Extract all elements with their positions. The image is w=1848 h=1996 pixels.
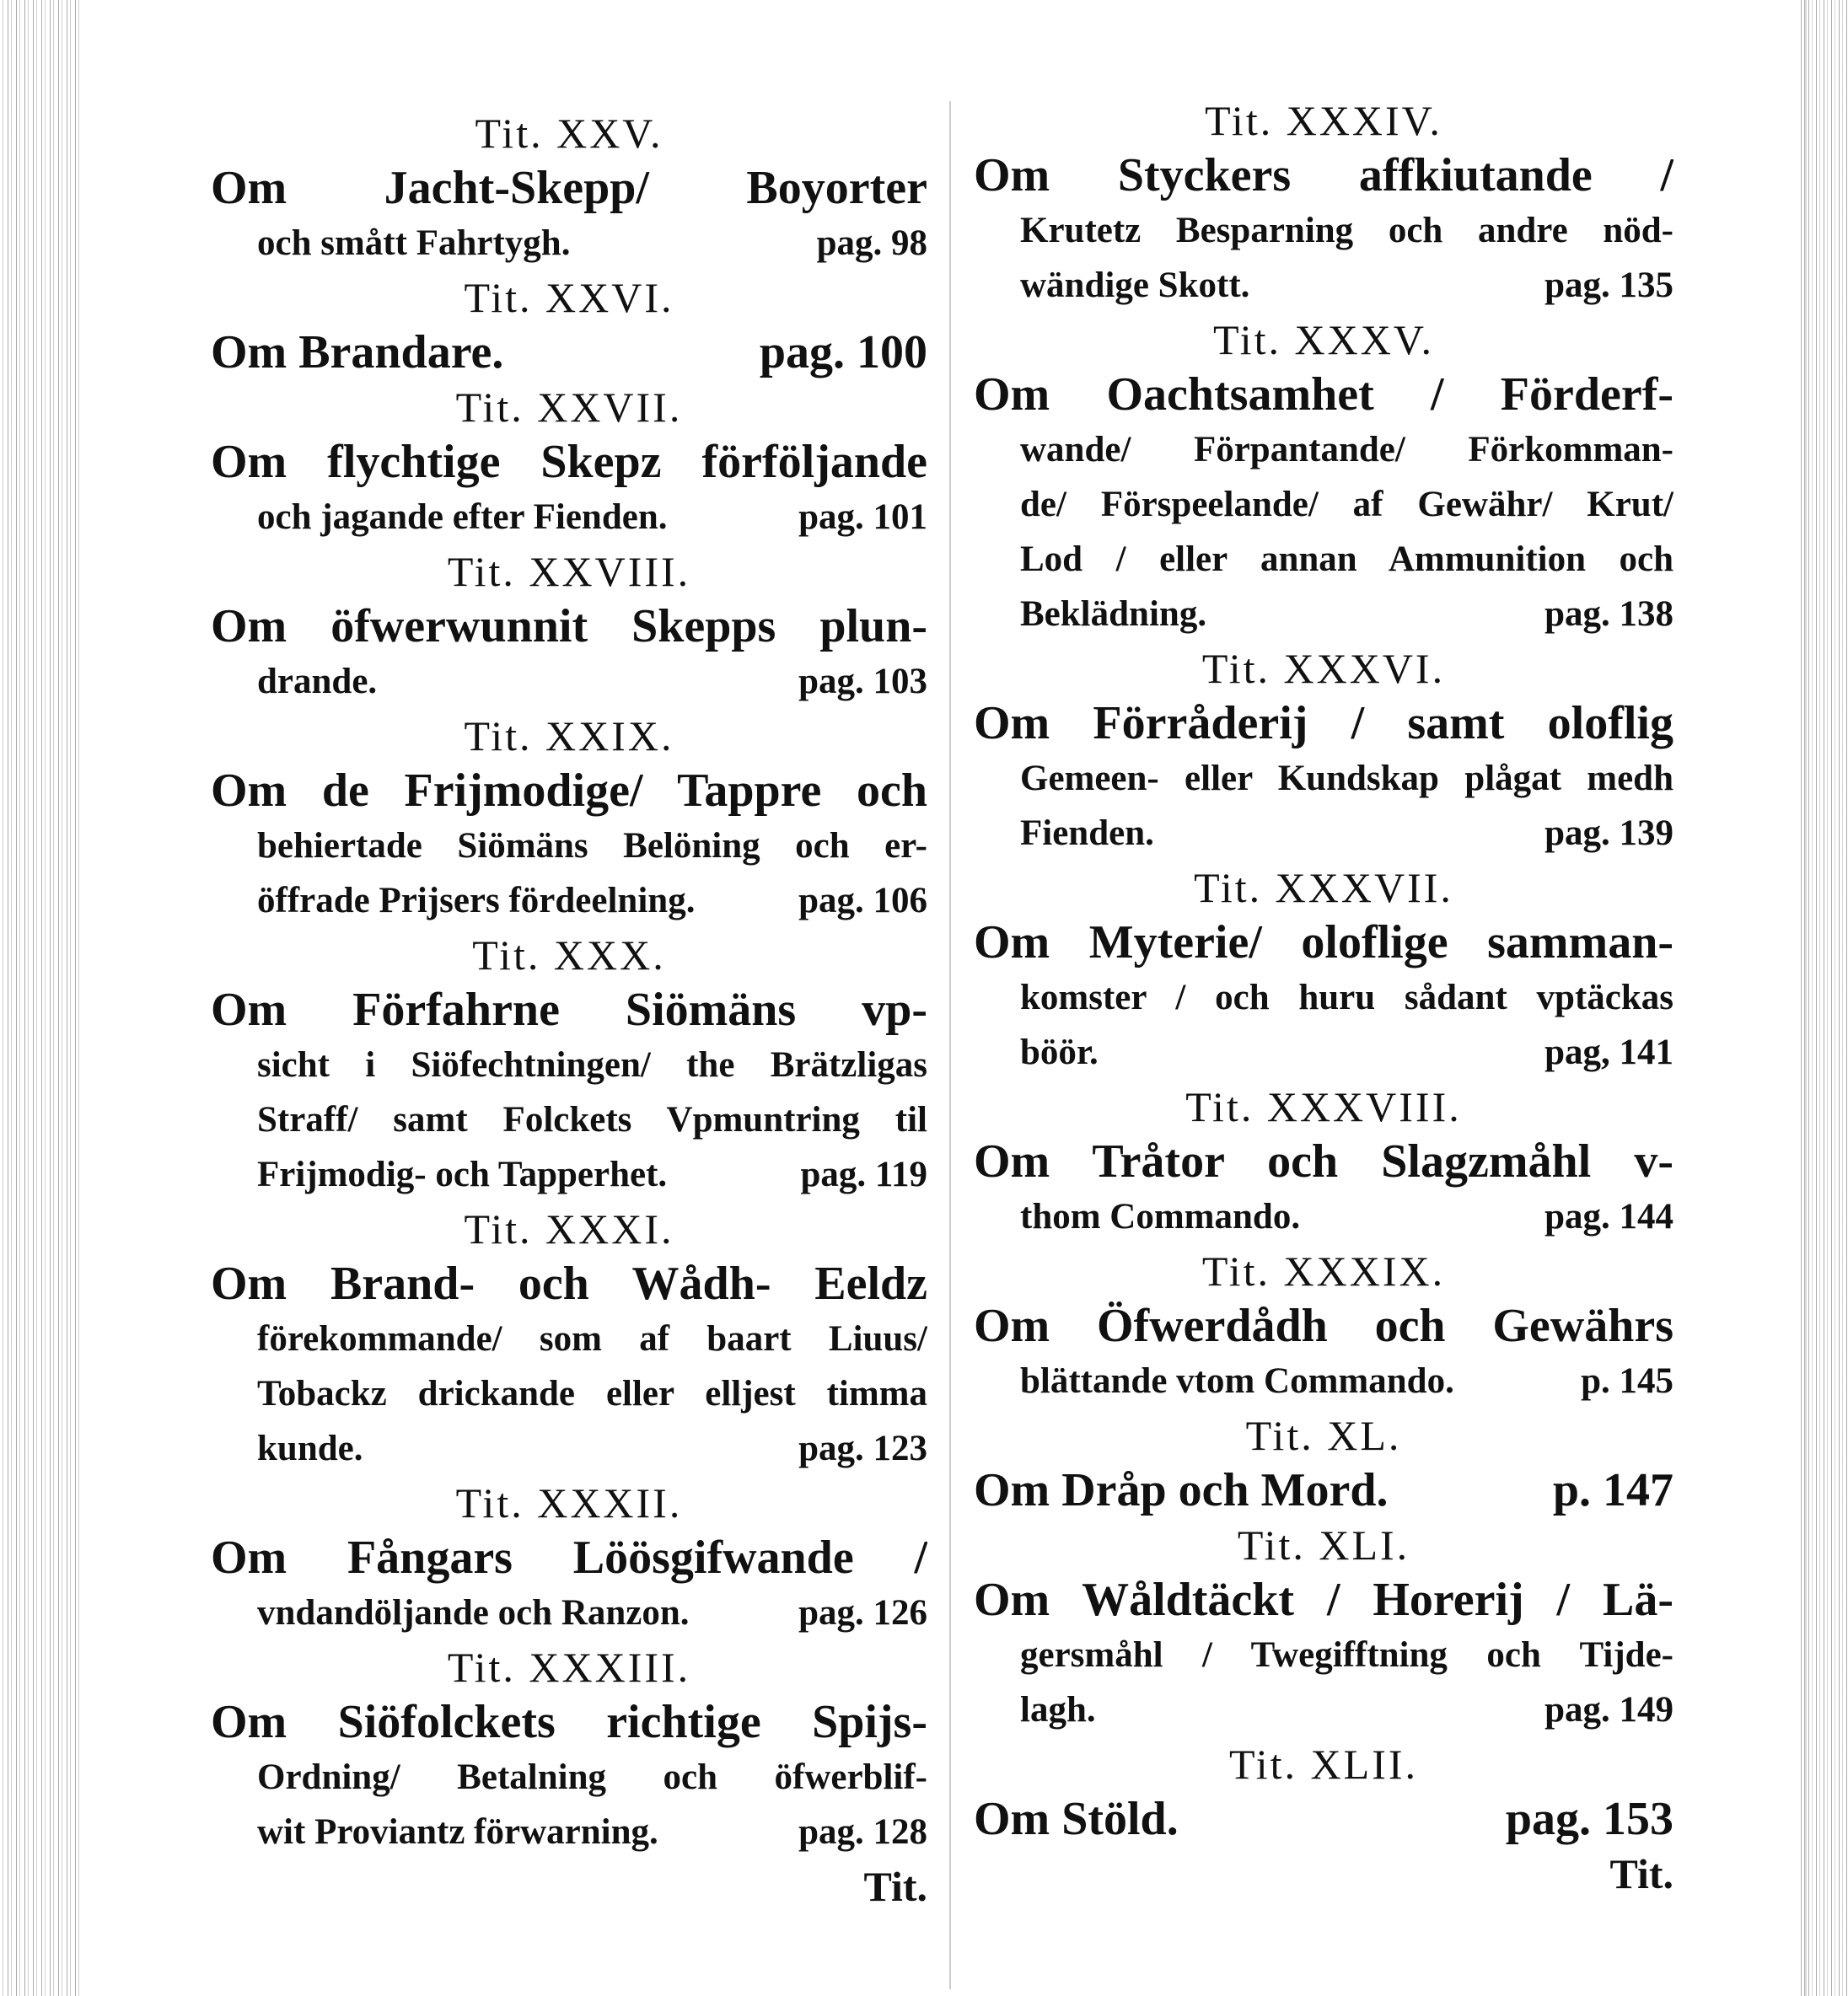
right-page-edge [1797,0,1848,1996]
catchword: Tit. [1609,1850,1673,1897]
title-text-line-with-page [211,1586,927,1640]
title-number: Tit. XXX. [472,931,666,979]
title-text-line: Tobackz drickande eller elljest timma [257,1374,927,1414]
page-reference: pag. 153 [1505,1793,1673,1845]
title-heading: Om Förfahrne Siömäns vp- [211,984,927,1036]
page-reference: pag. 128 [798,1812,927,1852]
title-text-line-with-page [211,216,927,271]
title-text-line: Lod / eller annan Ammunition och [1020,539,1673,579]
page-reference: pag. 106 [798,881,927,920]
title-number: Tit. XXXIX. [1201,1248,1446,1295]
title-text-line: de/ Förspeelande/ af Gewähr/ Krut/ [1020,485,1673,524]
title-number: Tit. XXXI. [464,1205,674,1253]
title-text-line: Ordning/ Betalning och öfwerblif- [257,1757,927,1797]
title-text-line-with-page [974,1189,1673,1244]
left-column-index [211,106,927,1914]
title-text: lagh. [1020,1690,1096,1730]
title-number: Tit. XL. [1245,1412,1402,1459]
title-text-line: komster / och huru sådant vptäckas [1020,978,1673,1017]
title-number: Tit. XLI. [1237,1521,1410,1569]
page-reference: pag, 141 [1544,1033,1673,1072]
title-text-line-with-page [211,654,927,709]
page-reference: pag. 103 [798,662,927,701]
title-heading: Om flychtige Skepz förföljande [211,436,927,488]
title-text: Beklädning. [1020,594,1207,634]
title-text: Fienden. [1020,813,1154,853]
title-number: Tit. XXXII. [455,1479,683,1527]
title-heading: Om Förråderij / samt oloflig [974,697,1673,749]
page-reference: pag. 119 [800,1155,927,1194]
catchword: Tit. [863,1863,927,1910]
page-reference: pag. 149 [1544,1690,1673,1730]
title-text-line: Krutetz Besparning och andre nöd- [1020,211,1673,250]
page-reference: pag. 139 [1544,813,1673,853]
title-number: Tit. XXIX. [464,712,674,759]
title-number: Tit. XXXIII. [447,1644,691,1691]
page-reference: pag. 98 [816,223,927,263]
title-text: öffrade Prijsers fördeelning. [257,881,696,920]
title-heading: Om Stöld. [974,1793,1179,1845]
title-text: och smått Fahrtygh. [257,223,571,263]
title-text-line-with-page [211,1421,927,1476]
title-text: och jagande efter Fienden. [257,497,668,537]
title-text-line: behiertade Siömäns Belöning och er- [257,826,927,866]
title-number: Tit. XXXVIII. [1185,1083,1462,1130]
title-text: thom Commando. [1020,1197,1301,1237]
title-heading-with-page [211,325,927,380]
title-text: Frijmodig- och Tapperhet. [257,1155,668,1194]
page-reference: p. 147 [1552,1464,1673,1516]
title-text: wit Proviantz förwarning. [257,1812,658,1852]
title-number: Tit. XXVII. [455,384,683,431]
title-text-line-with-page [974,806,1673,861]
title-text-line: Straff/ samt Folckets Vpmuntring til [257,1100,927,1140]
title-text-line-with-page [974,1354,1673,1408]
right-column-index [974,94,1673,1902]
title-heading: Om Fångars Löösgifwande / [211,1532,927,1584]
title-number: Tit. XXXV. [1212,316,1435,363]
left-page-edge [0,0,80,1996]
title-heading: Om Myterie/ oloflige samman- [974,916,1673,968]
title-number: Tit. XXXVI. [1201,645,1446,692]
title-text-line-with-page [974,258,1673,313]
title-heading-with-page [974,1792,1673,1847]
title-text-line: förekommande/ som af baart Liuus/ [257,1319,927,1359]
title-heading: Om Dråp och Mord. [974,1464,1389,1516]
title-text: böör. [1020,1033,1099,1072]
title-heading: Om Öfwerdådh och Gewährs [974,1300,1673,1352]
title-text: kunde. [257,1429,363,1468]
page-reference: pag. 144 [1544,1197,1673,1237]
title-heading-with-page [974,1463,1673,1518]
title-text-line-with-page [974,1025,1673,1080]
title-text-line-with-page [974,1682,1673,1737]
title-heading: Om Siöfolckets richtige Spijs- [211,1696,927,1748]
title-text-line-with-page [974,587,1673,641]
title-number: Tit. XXXVII. [1194,864,1453,911]
title-text: vndandöljande och Ranzon. [257,1593,690,1633]
page-reference: pag. 135 [1544,266,1673,305]
title-text-line: gersmåhl / Twegifftning och Tijde- [1020,1635,1673,1675]
title-heading: Om Tråtor och Slagzmåhl v- [974,1135,1673,1188]
title-text-line: sicht i Siöfechtningen/ the Brätzligas [257,1045,927,1085]
title-text-line-with-page [211,1147,927,1202]
title-number: Tit. XXXIV. [1205,97,1442,144]
title-text-line-with-page [211,1805,927,1859]
title-number: Tit. XLII. [1228,1741,1419,1788]
title-heading: Om öfwerwunnit Skepps plun- [211,600,927,652]
title-heading: Om Styckers affkiutande / [974,149,1673,201]
title-text-line-with-page [211,873,927,928]
title-text-line-with-page [211,490,927,545]
title-heading: Om de Frijmodige/ Tappre och [211,765,927,817]
page-reference: pag. 100 [759,326,927,378]
title-text: blättande vtom Commando. [1020,1361,1454,1401]
title-heading: Om Brand- och Wådh- Eeldz [211,1258,927,1310]
title-number: Tit. XXVIII. [447,548,691,595]
page-reference: pag. 123 [798,1429,927,1468]
page-reference: pag. 101 [798,497,927,537]
title-text: drande. [257,662,378,701]
page-reference: pag. 126 [798,1593,927,1633]
title-text-line: wande/ Förpantande/ Förkomman- [1020,430,1673,469]
book-gutter [949,101,951,1989]
page-reference: pag. 138 [1544,594,1673,634]
title-heading: Om Brandare. [211,326,504,378]
title-number: Tit. XXV. [475,110,663,157]
page-reference: p. 145 [1581,1361,1673,1401]
title-heading: Om Jacht-Skepp/ Boyorter [211,162,927,214]
title-heading: Om Oachtsamhet / Förderf- [974,368,1673,421]
title-heading: Om Wåldtäckt / Horerij / Lä- [974,1574,1673,1626]
title-text: wändige Skott. [1020,266,1250,305]
title-number: Tit. XXVI. [464,274,674,321]
title-text-line: Gemeen- eller Kundskap plågat medh [1020,759,1673,798]
